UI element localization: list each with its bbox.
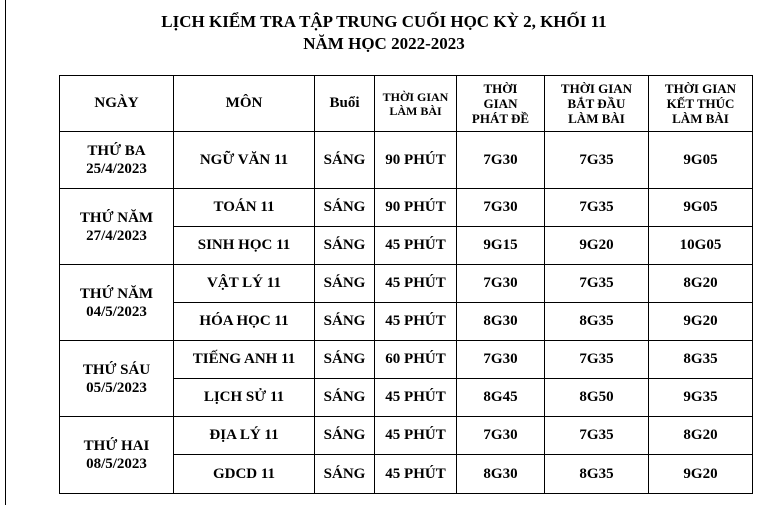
distribute-time-cell: 9G15 <box>457 227 545 265</box>
duration-cell: 45 PHÚT <box>375 303 457 341</box>
title-line-2: NĂM HỌC 2022-2023 <box>303 34 465 53</box>
table-row <box>60 132 753 189</box>
header-duration: THỜI GIAN LÀM BÀI <box>375 76 457 132</box>
end-time-cell: 8G20 <box>649 265 753 303</box>
day-cell: THỨ NĂM 04/5/2023 <box>60 265 174 341</box>
distribute-time-cell: 7G30 <box>457 341 545 379</box>
start-time-cell: 7G35 <box>545 265 649 303</box>
table-row <box>60 189 753 227</box>
header-row <box>60 76 753 132</box>
header-day: NGÀY <box>60 76 174 132</box>
day-cell: THỨ NĂM 27/4/2023 <box>60 189 174 265</box>
day-cell: THỨ HAI 08/5/2023 <box>60 417 174 494</box>
end-time-cell: 9G20 <box>649 303 753 341</box>
distribute-time-cell: 7G30 <box>457 189 545 227</box>
table-row <box>60 265 753 303</box>
distribute-time-cell: 7G30 <box>457 265 545 303</box>
subject-cell: ĐỊA LÝ 11 <box>174 417 315 455</box>
header-end-time: THỜI GIAN KẾT THÚC LÀM BÀI <box>649 76 753 132</box>
subject-cell: SINH HỌC 11 <box>174 227 315 265</box>
page-left-border <box>5 0 6 505</box>
table-row <box>60 341 753 379</box>
header-subject: MÔN <box>174 76 315 132</box>
end-time-cell: 10G05 <box>649 227 753 265</box>
start-time-cell: 7G35 <box>545 189 649 227</box>
start-time-cell: 8G50 <box>545 379 649 417</box>
duration-cell: 45 PHÚT <box>375 265 457 303</box>
end-time-cell: 9G05 <box>649 132 753 189</box>
session-cell: SÁNG <box>315 265 375 303</box>
start-time-cell: 7G35 <box>545 341 649 379</box>
end-time-cell: 9G20 <box>649 455 753 494</box>
duration-cell: 45 PHÚT <box>375 227 457 265</box>
session-cell: SÁNG <box>315 227 375 265</box>
session-cell: SÁNG <box>315 303 375 341</box>
distribute-time-cell: 8G45 <box>457 379 545 417</box>
start-time-cell: 8G35 <box>545 455 649 494</box>
exam-schedule-table <box>59 75 753 494</box>
start-time-cell: 8G35 <box>545 303 649 341</box>
duration-cell: 60 PHÚT <box>375 341 457 379</box>
day-cell: THỨ SÁU 05/5/2023 <box>60 341 174 417</box>
end-time-cell: 8G35 <box>649 341 753 379</box>
table-row <box>60 417 753 455</box>
start-time-cell: 7G35 <box>545 417 649 455</box>
header-session: Buổi <box>315 76 375 132</box>
session-cell: SÁNG <box>315 189 375 227</box>
day-cell: THỨ BA 25/4/2023 <box>60 132 174 189</box>
subject-cell: LỊCH SỬ 11 <box>174 379 315 417</box>
session-cell: SÁNG <box>315 417 375 455</box>
end-time-cell: 8G20 <box>649 417 753 455</box>
subject-cell: TIẾNG ANH 11 <box>174 341 315 379</box>
distribute-time-cell: 7G30 <box>457 132 545 189</box>
header-distribute-time: THỜI GIAN PHÁT ĐỀ <box>457 76 545 132</box>
duration-cell: 45 PHÚT <box>375 417 457 455</box>
session-cell: SÁNG <box>315 455 375 494</box>
distribute-time-cell: 7G30 <box>457 417 545 455</box>
duration-cell: 45 PHÚT <box>375 455 457 494</box>
distribute-time-cell: 8G30 <box>457 455 545 494</box>
duration-cell: 90 PHÚT <box>375 132 457 189</box>
title-line-1: LỊCH KIỂM TRA TẬP TRUNG CUỐI HỌC KỲ 2, KHỐI 11 <box>161 12 607 31</box>
subject-cell: NGỮ VĂN 11 <box>174 132 315 189</box>
start-time-cell: 7G35 <box>545 132 649 189</box>
duration-cell: 90 PHÚT <box>375 189 457 227</box>
end-time-cell: 9G35 <box>649 379 753 417</box>
header-start-time: THỜI GIAN BẮT ĐẦU LÀM BÀI <box>545 76 649 132</box>
session-cell: SÁNG <box>315 132 375 189</box>
subject-cell: VẬT LÝ 11 <box>174 265 315 303</box>
duration-cell: 45 PHÚT <box>375 379 457 417</box>
session-cell: SÁNG <box>315 379 375 417</box>
subject-cell: TOÁN 11 <box>174 189 315 227</box>
subject-cell: GDCD 11 <box>174 455 315 494</box>
session-cell: SÁNG <box>315 341 375 379</box>
subject-cell: HÓA HỌC 11 <box>174 303 315 341</box>
distribute-time-cell: 8G30 <box>457 303 545 341</box>
start-time-cell: 9G20 <box>545 227 649 265</box>
end-time-cell: 9G05 <box>649 189 753 227</box>
